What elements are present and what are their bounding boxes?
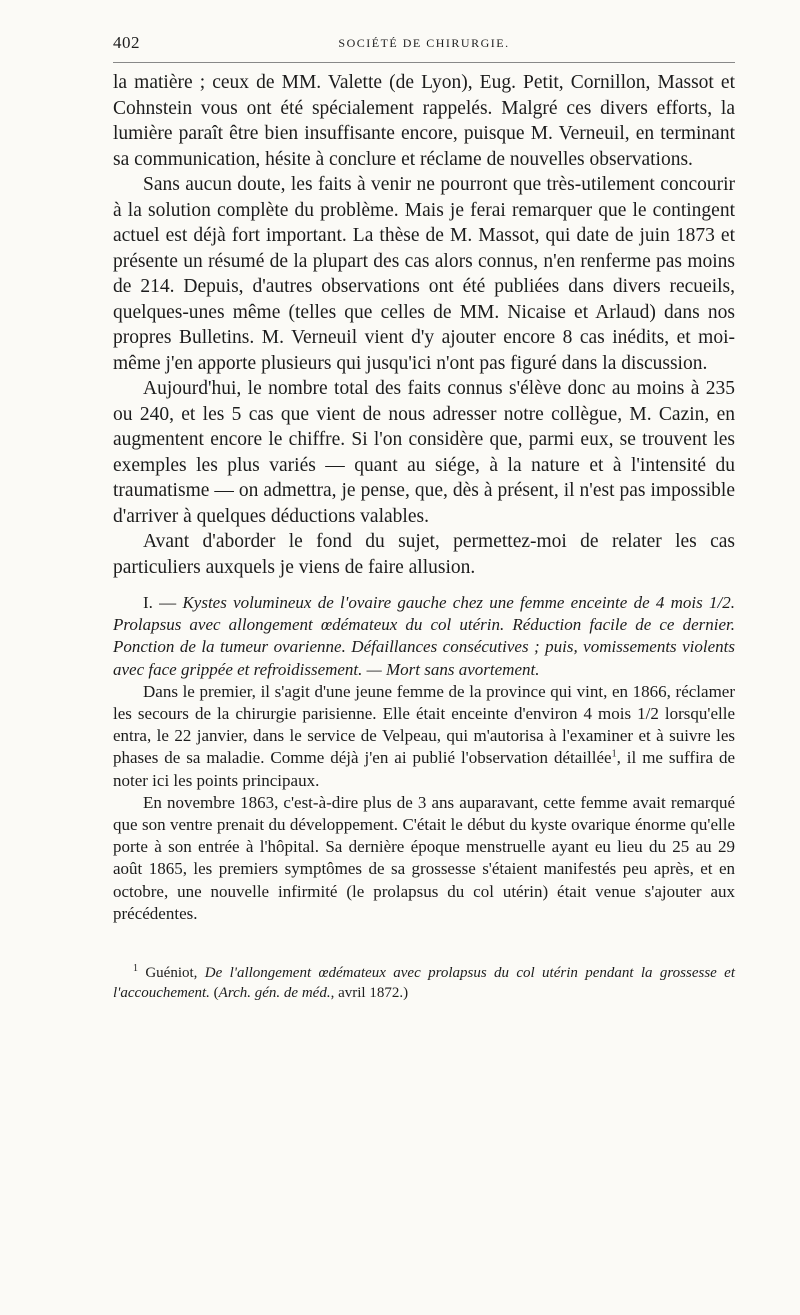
case-paragraph-2: En novembre 1863, c'est-à-dire plus de 3 ans auparavant, cette femme avait remarqué que son ventre prenait du développement. C'était le début du kyste ovarique énorme qu'elle porte à son entrée à l'hôpital. Sa dernière époque menstruelle ayant eu lieu du 25 au 29 août 1865, les premiers symptômes de sa grossesse s'étaient manifestés peu après, et en octobre, une nouvelle infirmité (le prolapsus du col utérin) était venue s'ajouter aux précédentes. bbox=[113, 792, 735, 923]
footnote-reference: 1 bbox=[611, 748, 617, 760]
case-heading bbox=[113, 592, 735, 681]
page-header bbox=[113, 0, 735, 70]
footnote-title: De l'allongement œdémateux avec prolapsus du col utérin pendant la grossesse et l'accouchement. bbox=[113, 965, 736, 1002]
main-text bbox=[113, 70, 735, 580]
footnote-paren-open: ( bbox=[209, 985, 219, 1002]
paragraph-1: la matière ; ceux de MM. Valette (de Lyon), Eug. Petit, Cornillon, Massot et Cohnstein vous ont été spécialement rappelés. Malgré ces divers efforts, la lumière paraît être bien insuffisante encore, puisque M. Verneuil, en terminant sa communication, hésite à conclure et réclame de nouvelles observations. bbox=[113, 72, 735, 170]
header-rule bbox=[113, 62, 735, 63]
page bbox=[113, 0, 735, 1003]
running-head: SOCIÉTÉ DE CHIRURGIE. bbox=[338, 36, 510, 50]
paragraph-4: Avant d'aborder le fond du sujet, permettez-moi de relater les cas particuliers auxquels je viens de faire allusion. bbox=[113, 531, 735, 578]
footnote-author: Guéniot, bbox=[138, 965, 205, 982]
case-paragraph-1 bbox=[113, 681, 735, 792]
case-paragraph-1-text: Dans le premier, il s'agit d'une jeune femme de la province qui vint, en 1866, réclamer les secours de la chirurgie parisienne. Elle était enceinte d'environ 4 mois 1/2 lorsqu'elle entra, le 22 janvier, dans le service de Velpeau, qui m'autorisa à l'examiner et à suivre les phases de sa maladie. Comme déjà j'en ai publié l'observation détaillée bbox=[113, 681, 735, 768]
page-number: 402 bbox=[113, 33, 140, 52]
footnote bbox=[113, 963, 735, 1003]
case-title: Kystes volumineux de l'ovaire gauche chez une femme enceinte de 4 mois 1/2. Prolapsus avec allongement œdémateux du col utérin. Réduction facile de ce dernier. Ponction de la tumeur ovarienne. Défaillances consécutives ; puis, vomissements violents avec face grippée et refroidissement. — Mort sans avortement. bbox=[113, 593, 735, 679]
footnote-source-tail: , avril 1872.) bbox=[330, 985, 409, 1002]
case-report bbox=[113, 592, 735, 925]
paragraph-2: Sans aucun doute, les faits à venir ne pourront que très-utilement concourir à la solution complète du problème. Mais je ferai remarquer que le contingent actuel est déjà fort important. La thèse de M. Massot, qui date de juin 1873 et présente un résumé de la plupart des cas alors connus, n'en renferme pas moins de 214. Depuis, d'autres observations ont été publiées dans divers recueils, quelques-unes même (telles que celles de MM. Nicaise et Arlaud) dans nos propres Bulletins. M. Verneuil vient d'y ajouter encore 8 cas inédits, et moi-même j'en apporte plusieurs qui jusqu'ici n'ont pas figuré dans la discussion. bbox=[113, 174, 735, 374]
paragraph-3: Aujourd'hui, le nombre total des faits connus s'élève donc au moins à 235 ou 240, et les 5 cas que vient de nous adresser notre collègue, M. Cazin, en augmentent encore le chiffre. Si l'on considère que, parmi eux, se trouvent les exemples les plus variés — quant au siége, à la nature et à l'intensité du traumatisme — on admettra, je pense, que, dès à présent, il n'est pas impossible d'arriver à quelques déductions valables. bbox=[113, 378, 735, 527]
footnote-mark: 1 bbox=[133, 963, 138, 975]
case-paragraph-1-tail: , il me suffira de noter ici les points principaux. bbox=[113, 748, 735, 790]
footnote-source: Arch. gén. de méd. bbox=[218, 985, 331, 1002]
case-number: I. — bbox=[143, 593, 183, 612]
